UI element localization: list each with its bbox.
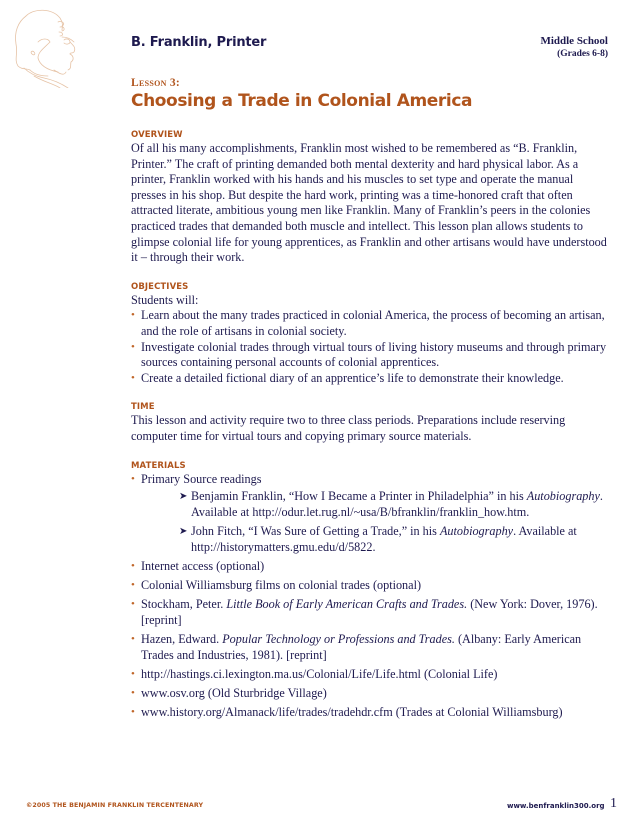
objective-text: Investigate colonial trades through virtual tours of living history museums and through primary sources containing personal accounts of colonial apprentices.: [141, 339, 607, 370]
primary-source-item: [179, 524, 611, 555]
material-item: [131, 597, 611, 628]
material-item: [131, 559, 611, 575]
time-text: This lesson and activity require two to three class periods. Preparations include reserving computer time for virtual tours and copying primary source materials.: [131, 413, 566, 443]
material-item: [131, 667, 611, 683]
objectives-heading: OBJECTIVES: [131, 281, 189, 292]
materials-list: [131, 472, 611, 721]
material-text: (Albany: Early American Trades and Industries, 1981). [reprint]: [141, 632, 582, 662]
lesson-number: Lesson 3:: [131, 77, 181, 89]
material-text: Primary Source readings: [141, 471, 262, 486]
objectives-section: [131, 281, 611, 387]
material-item: [131, 686, 611, 702]
material-text: Internet access (optional): [141, 559, 265, 574]
book-title: Little Book of Early American Crafts and Trades.: [226, 597, 468, 612]
bullet-icon: •: [131, 340, 135, 353]
overview-heading: OVERVIEW: [131, 130, 183, 140]
bullet-icon: •: [131, 309, 135, 322]
bullet-icon: •: [131, 560, 135, 573]
bullet-icon: •: [131, 705, 135, 718]
material-link-text: www.osv.org (Old Sturbridge Village): [141, 685, 327, 700]
footer-url: www.benfranklin300.org: [507, 802, 605, 810]
material-link-text: www.history.org/Almanack/life/trades/tradehdr.cfm (Trades at Colonial Williamsburg): [141, 704, 563, 719]
source-text: Benjamin Franklin, “How I Became a Printer in Philadelphia” in his: [191, 489, 527, 504]
material-text: (New York: Dover, 1976). [reprint]: [141, 597, 598, 628]
arrow-bullet-icon: ➤: [179, 526, 188, 538]
grade-level: [540, 35, 608, 60]
material-item: [131, 578, 611, 594]
source-title: Autobiography: [439, 524, 514, 539]
primary-source-list: [141, 489, 611, 555]
time-heading: TIME: [131, 402, 155, 413]
source-text: John Fitch, “I Was Sure of Getting a Trade,” in his: [191, 524, 440, 539]
grade-level-range: (Grades 6-8): [557, 49, 608, 59]
book-title: Popular Technology or Professions and Trades.: [222, 632, 455, 647]
footer-copyright: ©2005 THE BENJAMIN FRANKLIN TERCENTENARY: [26, 802, 204, 809]
bullet-icon: •: [131, 579, 135, 592]
material-text: Colonial Williamsburg films on colonial trades (optional): [141, 578, 422, 593]
objective-item: [131, 308, 611, 339]
bullet-icon: •: [131, 472, 135, 485]
source-title: Autobiography: [526, 489, 600, 504]
overview-section: [131, 129, 611, 266]
bullet-icon: •: [131, 667, 135, 680]
bullet-icon: •: [131, 633, 135, 646]
objective-item: [131, 340, 611, 371]
arrow-bullet-icon: ➤: [179, 491, 188, 503]
objective-text: Create a detailed fictional diary of an apprentice’s life to demonstrate their knowledge.: [141, 370, 564, 385]
page-number: 1: [610, 796, 617, 811]
material-item: [131, 632, 611, 663]
materials-heading: MATERIALS: [131, 460, 186, 471]
material-link-text: http://hastings.ci.lexington.ma.us/Colonial/Life/Life.html (Colonial Life): [141, 666, 498, 681]
materials-section: [131, 460, 611, 721]
time-section: [131, 401, 611, 444]
bullet-icon: •: [131, 371, 135, 384]
objectives-list: [131, 308, 611, 386]
lesson-content: [131, 129, 611, 735]
grade-level-name: Middle School: [540, 35, 608, 47]
bullet-icon: •: [131, 686, 135, 699]
material-item: [131, 705, 611, 721]
franklin-portrait-icon: [4, 4, 82, 88]
material-text: Hazen, Edward.: [141, 632, 223, 647]
objectives-intro: Students will:: [131, 292, 199, 307]
source-link-text: . Available at http://odur.let.rug.nl/~usa/B/bfranklin/franklin_how.htm.: [191, 489, 603, 519]
source-link-text: . Available at http://historymatters.gmu.edu/d/5822.: [191, 524, 577, 554]
primary-source-item: [179, 489, 611, 520]
material-item: [131, 472, 611, 556]
objective-item: [131, 371, 611, 387]
series-title: B. Franklin, Printer: [131, 35, 267, 50]
bullet-icon: •: [131, 598, 135, 611]
overview-text: Of all his many accomplishments, Franklin most wished to be remembered as “B. Franklin, Printer.” The craft of printing demanded both mental dexterity and hard physical labor. As a printer, Franklin worked with his hands and his muscles to set type and operate the manual presses in his shop. But despite the hard work, printing was a time-honored craft that often attracted literate, ambitious young men like Franklin. Many of Franklin’s peers in the colonies practiced trades that demanded both muscle and intellect. This lesson plan allows students to glimpse colonial life for young apprentices, as Franklin and other artisans would have understood it – through their work.: [131, 141, 607, 265]
lesson-title: Choosing a Trade in Colonial America: [131, 91, 473, 111]
material-text: Stockham, Peter.: [141, 597, 227, 612]
objective-text: Learn about the many trades practiced in colonial America, the process of becoming an artisan, and the role of artisans in colonial society.: [141, 308, 605, 338]
